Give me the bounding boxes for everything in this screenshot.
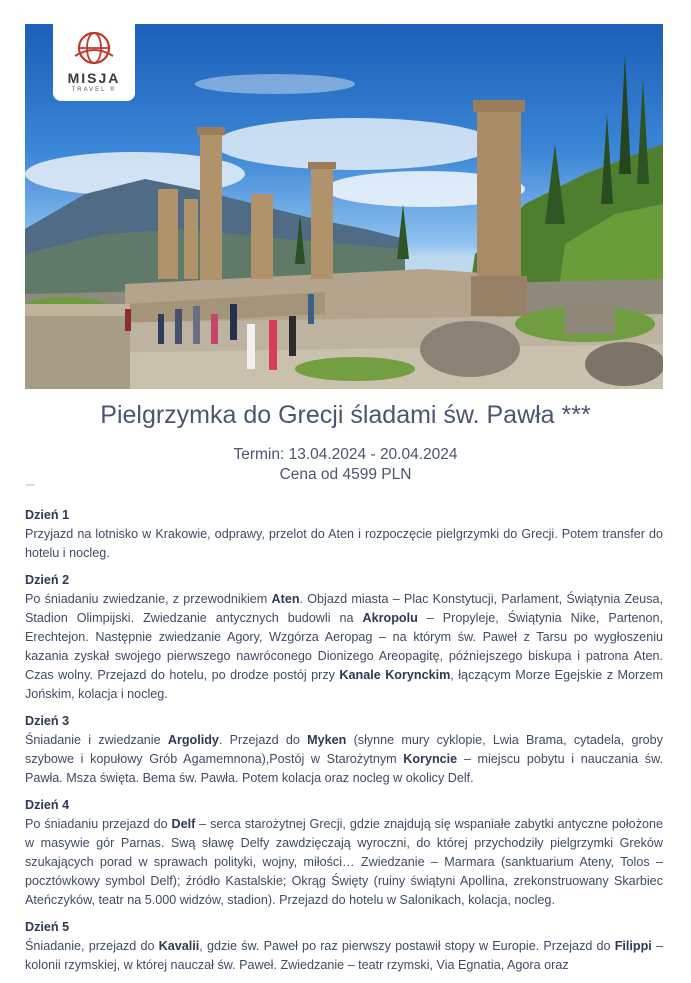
place-name: Akropolu: [362, 611, 418, 625]
place-name: Filippi: [614, 939, 652, 953]
divider-mark: [26, 484, 35, 486]
day-text: Po śniadaniu zwiedzanie, z przewodnikiem: [25, 592, 272, 606]
place-name: Kanale Korynckim: [339, 668, 451, 682]
logo-wordmark: MISJA: [67, 70, 121, 86]
place-name: Aten: [271, 592, 300, 606]
day-description: [25, 815, 663, 910]
place-name: Koryncie: [403, 752, 458, 766]
day-heading: Dzień 3: [25, 714, 70, 728]
trip-term: Termin: 13.04.2024 - 20.04.2024: [233, 446, 458, 463]
day-text: Śniadanie i zwiedzanie: [25, 733, 168, 747]
day-heading: Dzień 4: [25, 798, 70, 812]
day-text: Przyjazd na lotnisko w Krakowie, odprawy, przelot do Aten i rozpoczęcie pielgrzymki do Grecji. Potem transfer do hotelu i nocleg.: [25, 527, 663, 560]
day-text: , gdzie św. Paweł po raz pierwszy postawił stopy w Europie. Przejazd do: [199, 939, 615, 953]
day-text: – serca starożytnej Grecji, gdzie znajdują się wspaniałe zabytki antyczne położone w masywie gór Parnas. Swą sławę Delfy zawdzięczają wyroczni, do której przychodziły pielgrzymki Greków szukających porad w sprawach polityki, wojny, miłości… Zwiedzanie – Marmara (sanktuarium Ateny, Tolos – pocztówkowy symbol Delf); źródło Kastalskie; Okrąg Święty (ruiny świątyni Apollina, zrekonstruowany Skarbiec Ateńczyków, teatr na 5.000 widzów, stadion). Przejazd do hotelu w Salonikach, kolacja, nocleg.: [25, 817, 663, 907]
day-heading: Dzień 1: [25, 508, 70, 522]
place-name: Argolidy: [167, 733, 219, 747]
place-name: Myken: [307, 733, 347, 747]
day-text: . Objazd miasta – Plac Konstytucji, Parlament, Świątynia Zeusa, Stadion Olimpijski. Zwiedzanie antycznych budowli na: [25, 592, 663, 625]
registered-mark: ®: [109, 87, 117, 93]
place-name: Kavalii: [158, 939, 200, 953]
day-text: – Propyleje, Świątynia Nike, Partenon, Erechtejon. Następnie zwiedzanie Agory, Wzgórza Aeropag – na którym św. Paweł z Tarsu po wygłoszeniu kazania zyskał swojego pierwszego nawróconego Dionizego Areopagitę, późniejszego biskupa i patrona Aten. Czas wolny. Przejazd do hotelu, po drodze postój przy: [25, 611, 663, 682]
day-text: – miejscu pobytu i nauczania św. Pawła. Msza święta. Bema św. Pawła. Potem kolacja oraz nocleg w okolicy Delf.: [25, 752, 663, 785]
day-description: [25, 731, 663, 788]
page-title: Pielgrzymka do Grecji śladami św. Pawła ***: [100, 401, 591, 429]
day-heading: Dzień 2: [25, 573, 70, 587]
day-text: . Przejazd do: [218, 733, 308, 747]
trip-price: Cena od 4599 PLN: [279, 466, 412, 483]
day-description: [25, 590, 663, 704]
logo-subtitle: TRAVEL ®: [71, 87, 117, 93]
trip-dates-and-price: [0, 445, 691, 485]
day-text: , łączącym Morze Egejskie z Morzem Jońskim, kolacja i nocleg.: [25, 668, 663, 701]
brand-logo[interactable]: [53, 24, 135, 101]
day-text: – kolonii rzymskiej, w której nauczał św. Paweł. Zwiedzanie – teatr rzymski, Via Egnatia, Agora oraz: [25, 939, 663, 972]
itinerary: [25, 506, 663, 983]
day-heading: Dzień 5: [25, 920, 70, 934]
day-text: (słynne mury cyklopie, Lwia Brama, cytadela, groby szybowe i kopułowy Grób Agamemnona),Postój w Starożytnym: [25, 733, 663, 766]
day-text: Śniadanie, przejazd do: [25, 939, 159, 953]
day-text: Po śniadaniu przejazd do: [25, 817, 172, 831]
day-description: [25, 937, 663, 975]
day-description: [25, 525, 663, 563]
place-name: Delf: [171, 817, 196, 831]
